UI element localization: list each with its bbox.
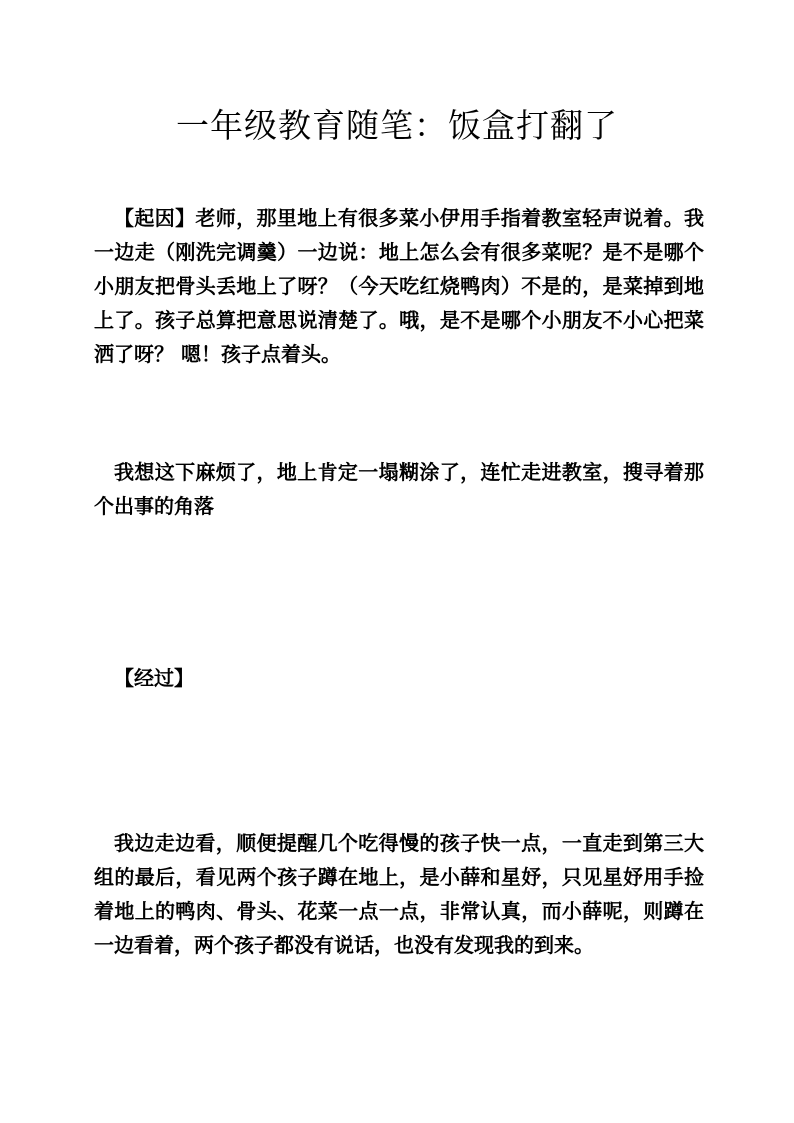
section-heading-process: 【经过】 — [114, 666, 194, 690]
paragraph-cause: 【起因】老师，那里地上有很多菜小伊用手指着教室轻声说着。我一边走（刚洗完调羹）一边说：地上怎么会有很多菜呢？是不是哪个小朋友把骨头丢地上了呀？（今天吃红烧鸭肉）不是的，是菜掉到地上了。孩子总算把意思说清楚了。哦，是不是哪个小朋友不小心把菜洒了呀？ 嗯！孩子点着头。 — [94, 206, 704, 366]
paragraph-process: 我边走边看，顺便提醒几个吃得慢的孩子快一点，一直走到第三大组的最后，看见两个孩子蹲在地上，是小薛和星妤，只见星妤用手捡着地上的鸭肉、骨头、花菜一点一点，非常认真，而小薛呢，则蹲在一边看着，两个孩子都没有说话，也没有发现我的到来。 — [94, 831, 704, 957]
paragraph-thought: 我想这下麻烦了，地上肯定一塌糊涂了，连忙走进教室，搜寻着那个出事的角落 — [94, 460, 704, 518]
document-title: 一年级教育随笔：饭盒打翻了 — [176, 106, 618, 145]
